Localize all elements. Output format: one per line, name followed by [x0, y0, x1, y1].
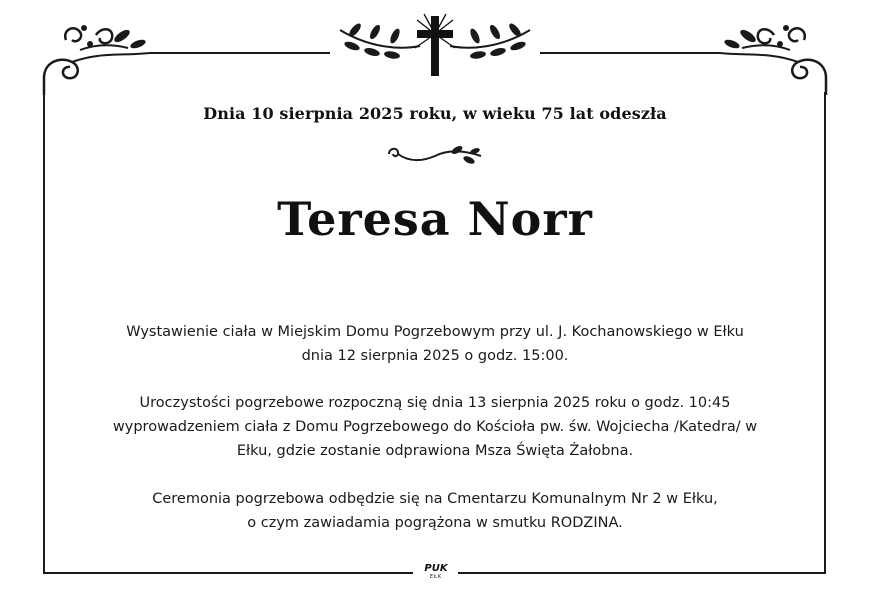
- paragraph-line: dnia 12 sierpnia 2025 o godz. 15:00.: [301, 348, 569, 364]
- logo-main-text: PUK: [424, 563, 448, 574]
- paragraph-viewing: [50, 320, 820, 368]
- paragraph-line: o czym zawiadamia pogrążona w smutku RODZINA.: [247, 515, 623, 531]
- frame-left-line: [43, 92, 45, 574]
- paragraph-line: Ceremonia pogrzebowa odbędzie się na Cmentarzu Komunalnym Nr 2 w Ełku,: [152, 491, 718, 507]
- frame-bottom-line-right: [458, 572, 826, 574]
- cross-icon: [415, 14, 455, 76]
- paragraph-ceremony: [50, 391, 820, 463]
- paragraph-line: Ełku, gdzie zostanie odprawiona Msza Święta Żałobna.: [236, 443, 634, 459]
- notice-intro: Dnia 10 sierpnia 2025 roku, w wieku 75 lat odeszła: [203, 104, 667, 123]
- top-ornament: [0, 0, 870, 95]
- puk-logo: [415, 563, 457, 583]
- logo-sub-text: EŁK: [429, 574, 443, 580]
- swirl-ornament-icon: [44, 60, 78, 95]
- paragraph-burial: [50, 487, 820, 535]
- frame-bottom-line-left: [43, 572, 413, 574]
- paragraph-line: Uroczystości pogrzebowe rozpoczną się dnia 13 sierpnia 2025 roku o godz. 10:45: [139, 395, 731, 411]
- paragraph-line: Wystawienie ciała w Miejskim Domu Pogrzebowym przy ul. J. Kochanowskiego w Ełku: [126, 324, 744, 340]
- deceased-name: Teresa Norr: [277, 192, 593, 246]
- swirl-ornament-icon: [792, 60, 826, 95]
- swirl-ornament-icon: [385, 142, 485, 172]
- frame-right-line: [824, 92, 826, 574]
- paragraph-line: wyprowadzeniem ciała z Domu Pogrzebowego do Kościoła pw. św. Wojciecha /Katedra/ w: [112, 419, 758, 435]
